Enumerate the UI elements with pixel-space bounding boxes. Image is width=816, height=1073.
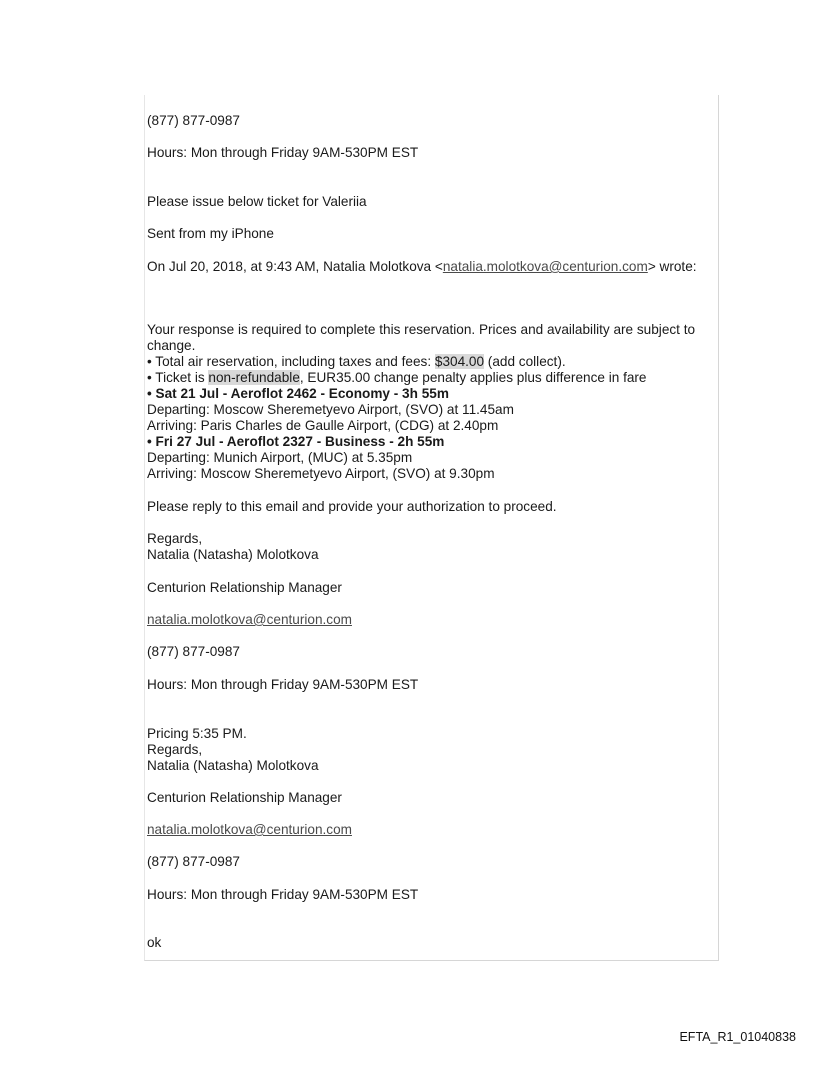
flight1-arriving: Arriving: Paris Charles de Gaulle Airport, (CDG) at 2.40pm	[147, 418, 499, 433]
total-prefix: Total air reservation, including taxes and fees:	[151, 354, 435, 369]
reply-request: Please reply to this email and provide your authorization to proceed.	[147, 499, 557, 514]
ticket-suffix: , EUR35.00 change penalty applies plus difference in fare	[299, 370, 647, 385]
reservation-intro-cont: change.	[147, 338, 196, 353]
flight1-header	[147, 386, 449, 402]
bullet-icon: •	[147, 354, 152, 369]
flight2-departing: Departing: Munich Airport, (MUC) at 5.35pm	[147, 450, 413, 465]
signature2-hours: Hours: Mon through Friday 9AM-530PM EST	[147, 887, 419, 902]
business-hours: Hours: Mon through Friday 9AM-530PM EST	[147, 145, 419, 160]
total-line	[147, 354, 566, 370]
signature2-regards: Regards,	[147, 742, 203, 757]
signature1-hours: Hours: Mon through Friday 9AM-530PM EST	[147, 677, 419, 692]
flight2-arriving: Arriving: Moscow Sheremetyevo Airport, (SVO) at 9.30pm	[147, 466, 495, 481]
signature2-title: Centurion Relationship Manager	[147, 790, 342, 805]
bullet-icon: •	[147, 370, 152, 385]
flight1-title: Sat 21 Jul - Aeroflot 2462 - Economy - 3h 55m	[151, 386, 449, 401]
quote-prefix: On Jul 20, 2018, at 9:43 AM, Natalia Molotkova <	[147, 259, 443, 274]
quote-suffix: > wrote:	[647, 259, 697, 274]
bullet-icon: •	[147, 434, 152, 449]
closing-text: ok	[147, 935, 162, 950]
bullet-icon: •	[147, 386, 152, 401]
sent-from-line: Sent from my iPhone	[147, 226, 274, 241]
flight2-header	[147, 434, 444, 450]
document-id: EFTA_R1_01040838	[679, 1030, 796, 1044]
flight2-title: Fri 27 Jul - Aeroflot 2327 - Business - 2h 55m	[151, 434, 445, 449]
request-line: Please issue below ticket for Valeriia	[147, 194, 367, 209]
refund-status: non-refundable	[208, 370, 300, 385]
ticket-line	[147, 370, 647, 386]
signature1-phone: (877) 877-0987	[147, 644, 240, 659]
signature1-regards: Regards,	[147, 531, 203, 546]
reservation-intro: Your response is required to complete this reservation. Prices and availability are subject to	[147, 322, 696, 337]
quote-header	[147, 259, 697, 275]
total-suffix: (add collect).	[484, 354, 566, 369]
phone-number: (877) 877-0987	[147, 113, 240, 128]
pricing-line: Pricing 5:35 PM.	[147, 726, 247, 741]
total-amount: $304.00	[434, 354, 485, 369]
signature2-phone: (877) 877-0987	[147, 854, 240, 869]
signature1-name: Natalia (Natasha) Molotkova	[147, 547, 319, 562]
signature2-name: Natalia (Natasha) Molotkova	[147, 758, 319, 773]
flight1-departing: Departing: Moscow Sheremetyevo Airport, (SVO) at 11.45am	[147, 402, 514, 417]
signature1-title: Centurion Relationship Manager	[147, 580, 342, 595]
signature2-email-link[interactable]: natalia.molotkova@centurion.com	[147, 822, 352, 837]
quote-email-link[interactable]: natalia.molotkova@centurion.com	[442, 259, 648, 274]
signature1-email-link[interactable]: natalia.molotkova@centurion.com	[147, 612, 352, 627]
ticket-prefix: Ticket is	[151, 370, 209, 385]
